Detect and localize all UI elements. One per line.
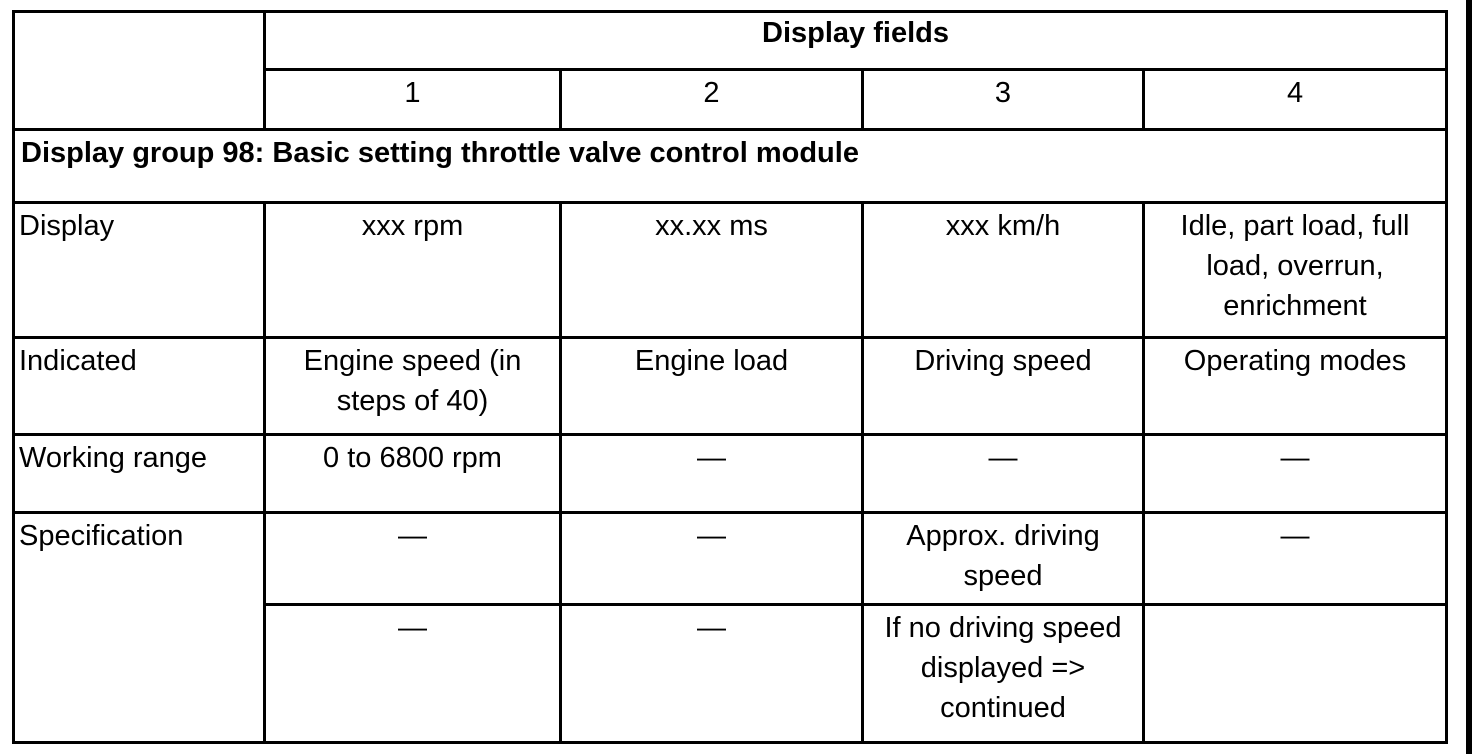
field-number-4: 4 <box>1144 70 1447 130</box>
indicated-field-3-value: Driving speed <box>863 338 1144 435</box>
row-label-display: Display <box>14 203 265 338</box>
specification-extra-field-1-value: — <box>265 605 561 743</box>
row-label-working-range: Working range <box>14 435 265 513</box>
display-fields-heading: Display fields <box>265 12 1447 70</box>
group-title-row <box>14 130 1447 203</box>
specification-field-4-value: — <box>1144 513 1447 605</box>
specification-field-3-value: Approx. driving speed <box>863 513 1144 605</box>
specification-field-1-value: — <box>265 513 561 605</box>
display-field-1-value: xxx rpm <box>265 203 561 338</box>
working-range-field-4-value: — <box>1144 435 1447 513</box>
field-number-1: 1 <box>265 70 561 130</box>
right-edge-border <box>1466 0 1472 754</box>
specification-extra-field-2-value: — <box>561 605 863 743</box>
corner-cell <box>14 12 265 130</box>
indicated-field-1-value: Engine speed (in steps of 40) <box>265 338 561 435</box>
table-row <box>14 203 1447 338</box>
row-label-indicated: Indicated <box>14 338 265 435</box>
working-range-field-1-value: 0 to 6800 rpm <box>265 435 561 513</box>
display-group-table-frame <box>12 10 1445 741</box>
display-field-2-value: xx.xx ms <box>561 203 863 338</box>
indicated-field-2-value: Engine load <box>561 338 863 435</box>
display-field-4-value: Idle, part load, full load, overrun, enrichment <box>1144 203 1447 338</box>
specification-extra-field-3-value: If no driving speed displayed => continued <box>863 605 1144 743</box>
table-row <box>14 435 1447 513</box>
table-row <box>14 338 1447 435</box>
display-field-3-value: xxx km/h <box>863 203 1144 338</box>
display-group-title: Display group 98: Basic setting throttle valve control module <box>14 130 1447 203</box>
specification-extra-field-4-value <box>1144 605 1447 743</box>
indicated-field-4-value: Operating modes <box>1144 338 1447 435</box>
display-group-table <box>12 10 1448 744</box>
table-row <box>14 513 1447 605</box>
header-title-row <box>14 12 1447 70</box>
working-range-field-3-value: — <box>863 435 1144 513</box>
field-number-2: 2 <box>561 70 863 130</box>
working-range-field-2-value: — <box>561 435 863 513</box>
field-number-3: 3 <box>863 70 1144 130</box>
row-label-specification: Specification <box>14 513 265 743</box>
specification-field-2-value: — <box>561 513 863 605</box>
